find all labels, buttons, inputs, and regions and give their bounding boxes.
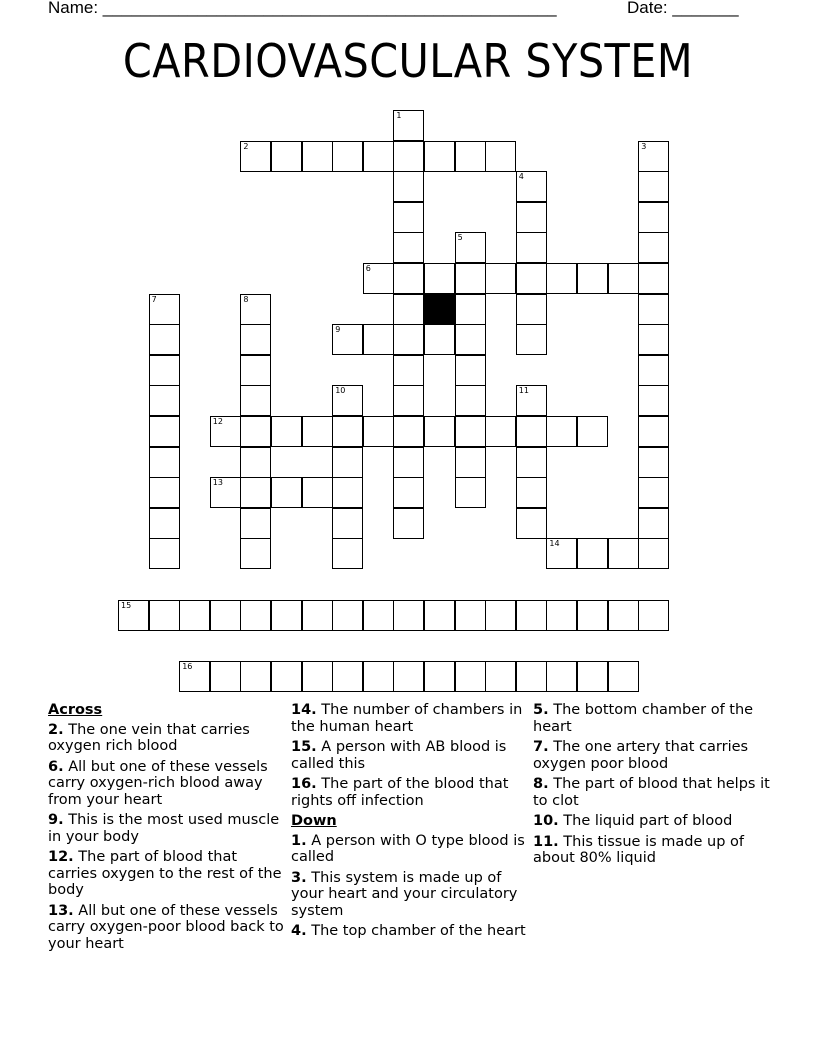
clue-number: 5 bbox=[457, 233, 463, 243]
crossword-cell[interactable] bbox=[455, 447, 486, 478]
crossword-cell[interactable] bbox=[393, 661, 424, 692]
crossword-cell[interactable] bbox=[393, 355, 424, 386]
clue-number: 4 bbox=[518, 172, 524, 182]
crossword-cell[interactable] bbox=[577, 538, 608, 569]
crossword-cell[interactable] bbox=[393, 600, 424, 631]
crossword-cell[interactable] bbox=[424, 416, 455, 447]
crossword-cell[interactable] bbox=[455, 385, 486, 416]
crossword-cell[interactable] bbox=[608, 538, 639, 569]
crossword-cell[interactable] bbox=[240, 447, 271, 478]
crossword-cell[interactable] bbox=[393, 447, 424, 478]
across-clue: 9. This is the most used muscle in your body bbox=[48, 812, 280, 845]
crossword-cell[interactable] bbox=[149, 324, 180, 355]
crossword-cell[interactable] bbox=[149, 385, 180, 416]
crossword-cell[interactable] bbox=[240, 385, 271, 416]
crossword-cell[interactable] bbox=[363, 416, 394, 447]
crossword-cell[interactable] bbox=[485, 141, 516, 172]
crossword-cell[interactable] bbox=[638, 232, 669, 263]
crossword-cell[interactable] bbox=[393, 232, 424, 263]
crossword-cell[interactable] bbox=[393, 324, 424, 355]
across-clue: 16. The part of the blood that rights off infection bbox=[291, 776, 509, 809]
crossword-cell[interactable] bbox=[638, 538, 669, 569]
crossword-cell[interactable] bbox=[149, 294, 180, 325]
crossword-cell[interactable] bbox=[546, 538, 577, 569]
crossword-cell[interactable] bbox=[485, 600, 516, 631]
crossword-cell[interactable] bbox=[455, 294, 486, 325]
crossword-cell[interactable] bbox=[149, 508, 180, 539]
crossword-cell[interactable] bbox=[638, 294, 669, 325]
crossword-cell[interactable] bbox=[118, 600, 149, 631]
clues-column-3 bbox=[533, 702, 773, 871]
crossword-cell[interactable] bbox=[271, 141, 302, 172]
crossword-cell[interactable] bbox=[332, 385, 363, 416]
crossword-cell[interactable] bbox=[608, 263, 639, 294]
crossword-cell[interactable] bbox=[546, 661, 577, 692]
crossword-cell[interactable] bbox=[332, 508, 363, 539]
crossword-cell[interactable] bbox=[485, 416, 516, 447]
crossword-cell[interactable] bbox=[455, 263, 486, 294]
crossword-cell[interactable] bbox=[638, 477, 669, 508]
crossword-cell[interactable] bbox=[455, 416, 486, 447]
down-clue: 11. This tissue is made up of about 80% liquid bbox=[533, 833, 744, 866]
crossword-cell[interactable] bbox=[363, 324, 394, 355]
crossword-cell[interactable] bbox=[455, 355, 486, 386]
crossword-cell[interactable] bbox=[363, 141, 394, 172]
crossword-cell[interactable] bbox=[638, 447, 669, 478]
crossword-cell[interactable] bbox=[424, 141, 455, 172]
crossword-cell[interactable] bbox=[516, 661, 547, 692]
crossword-cell[interactable] bbox=[393, 263, 424, 294]
crossword-cell[interactable] bbox=[149, 477, 180, 508]
crossword-cell[interactable] bbox=[516, 600, 547, 631]
crossword-cell[interactable] bbox=[516, 294, 547, 325]
crossword-cell[interactable] bbox=[638, 202, 669, 233]
crossword-cell[interactable] bbox=[271, 661, 302, 692]
crossword-cell[interactable] bbox=[332, 141, 363, 172]
down-clue: 10. The liquid part of blood bbox=[533, 813, 733, 829]
crossword-cell[interactable] bbox=[302, 600, 333, 631]
crossword-cell[interactable] bbox=[424, 324, 455, 355]
crossword-cell[interactable] bbox=[332, 538, 363, 569]
clue-number: 15 bbox=[121, 600, 132, 610]
crossword-cell[interactable] bbox=[240, 661, 271, 692]
down-clue: 4. The top chamber of the heart bbox=[291, 923, 526, 939]
crossword-cell[interactable] bbox=[240, 324, 271, 355]
crossword-cell[interactable] bbox=[424, 600, 455, 631]
down-heading: Down bbox=[291, 813, 337, 829]
crossword-cell[interactable] bbox=[546, 263, 577, 294]
crossword-cell[interactable] bbox=[638, 141, 669, 172]
crossword-cell[interactable] bbox=[608, 600, 639, 631]
crossword-cell[interactable] bbox=[455, 600, 486, 631]
crossword-cell[interactable] bbox=[363, 661, 394, 692]
crossword-cell[interactable] bbox=[638, 508, 669, 539]
name-field[interactable]: Name: ________________________________________________ bbox=[48, 0, 557, 17]
clue-number: 2 bbox=[243, 141, 249, 151]
crossword-cell[interactable] bbox=[149, 447, 180, 478]
down-clue: 8. The part of blood that helps it to clot bbox=[533, 776, 770, 809]
crossword-cell[interactable] bbox=[332, 324, 363, 355]
crossword-cell[interactable] bbox=[271, 600, 302, 631]
clue-number: 1 bbox=[396, 111, 402, 120]
crossword-cell[interactable] bbox=[210, 600, 241, 631]
crossword-cell[interactable] bbox=[179, 600, 210, 631]
clue-number: 9 bbox=[335, 325, 341, 335]
crossword-cell[interactable] bbox=[393, 171, 424, 202]
crossword-cell[interactable] bbox=[302, 141, 333, 172]
crossword-cell[interactable] bbox=[393, 385, 424, 416]
clue-number: 10 bbox=[335, 386, 346, 396]
clue-number: 14 bbox=[549, 539, 560, 549]
crossword-cell[interactable] bbox=[455, 324, 486, 355]
crossword-cell[interactable] bbox=[149, 355, 180, 386]
crossword-cell[interactable] bbox=[149, 538, 180, 569]
page-title: CARDIOVASCULAR SYSTEM bbox=[122, 34, 694, 88]
clue-number: 8 bbox=[243, 294, 249, 304]
crossword-cell[interactable] bbox=[332, 416, 363, 447]
crossword-cell[interactable] bbox=[455, 661, 486, 692]
crossword-cell[interactable] bbox=[455, 232, 486, 263]
date-field[interactable]: Date: _______ bbox=[627, 0, 739, 17]
crossword-cell[interactable] bbox=[240, 416, 271, 447]
clues-column-2 bbox=[291, 702, 529, 944]
crossword-cell[interactable] bbox=[210, 661, 241, 692]
crossword-cell[interactable] bbox=[240, 355, 271, 386]
across-clue: 2. The one vein that carries oxygen rich blood bbox=[48, 721, 250, 754]
crossword-cell[interactable] bbox=[455, 141, 486, 172]
across-clue: 13. All but one of these vessels carry oxygen-poor blood back to your heart bbox=[48, 902, 284, 952]
crossword-cell[interactable] bbox=[516, 385, 547, 416]
crossword-cell[interactable] bbox=[240, 141, 271, 172]
clue-number: 7 bbox=[151, 294, 157, 304]
clue-number: 16 bbox=[182, 661, 193, 671]
crossword-cell[interactable] bbox=[332, 477, 363, 508]
crossword-cell[interactable] bbox=[149, 600, 180, 631]
crossword-cell[interactable] bbox=[516, 477, 547, 508]
crossword-cell[interactable] bbox=[210, 416, 241, 447]
down-clue: 7. The one artery that carries oxygen poor blood bbox=[533, 739, 749, 772]
crossword-cell[interactable] bbox=[363, 263, 394, 294]
crossword-cell[interactable] bbox=[424, 661, 455, 692]
crossword-cell[interactable] bbox=[393, 477, 424, 508]
crossword-cell[interactable] bbox=[638, 600, 669, 631]
crossword-cell[interactable] bbox=[546, 416, 577, 447]
crossword-cell[interactable] bbox=[485, 263, 516, 294]
down-clue: 1. A person with O type blood is called bbox=[291, 832, 525, 865]
across-heading: Across bbox=[48, 702, 103, 718]
crossword-cell[interactable] bbox=[302, 477, 333, 508]
down-clue: 3. This system is made up of your heart and your circulatory system bbox=[291, 869, 518, 919]
clue-number: 3 bbox=[641, 141, 647, 151]
clue-number: 12 bbox=[212, 417, 223, 426]
crossword-cell[interactable] bbox=[577, 416, 608, 447]
crossword-cell[interactable] bbox=[516, 263, 547, 294]
crossword-cell[interactable] bbox=[546, 600, 577, 631]
crossword-cell[interactable] bbox=[393, 110, 424, 141]
crossword-cell[interactable] bbox=[271, 477, 302, 508]
crossword-cell[interactable] bbox=[638, 263, 669, 294]
crossword-cell[interactable] bbox=[516, 416, 547, 447]
crossword-cell[interactable] bbox=[638, 385, 669, 416]
clue-number: 6 bbox=[365, 264, 371, 273]
across-clue: 14. The number of chambers in the human heart bbox=[291, 702, 523, 735]
crossword-cell[interactable] bbox=[577, 263, 608, 294]
crossword-cell[interactable] bbox=[271, 416, 302, 447]
crossword-cell[interactable] bbox=[332, 600, 363, 631]
crossword-cell[interactable] bbox=[240, 508, 271, 539]
crossword-cell[interactable] bbox=[332, 447, 363, 478]
crossword-cell[interactable] bbox=[210, 477, 241, 508]
down-clue: 5. The bottom chamber of the heart bbox=[533, 702, 754, 735]
crossword-cell[interactable] bbox=[240, 294, 271, 325]
crossword-cell[interactable] bbox=[332, 661, 363, 692]
crossword-black-cell bbox=[424, 294, 455, 325]
crossword-cell[interactable] bbox=[516, 508, 547, 539]
crossword-cell[interactable] bbox=[516, 171, 547, 202]
crossword-cell[interactable] bbox=[608, 661, 639, 692]
crossword-cell[interactable] bbox=[393, 202, 424, 233]
crossword-cell[interactable] bbox=[516, 447, 547, 478]
clues-column-1 bbox=[48, 702, 286, 956]
crossword-cell[interactable] bbox=[424, 263, 455, 294]
crossword-cell[interactable] bbox=[179, 661, 210, 692]
across-clue: 6. All but one of these vessels carry oxygen-rich blood away from your heart bbox=[48, 758, 268, 808]
crossword-cell[interactable] bbox=[638, 355, 669, 386]
crossword-cell[interactable] bbox=[516, 202, 547, 233]
crossword-cell[interactable] bbox=[240, 477, 271, 508]
crossword-cell[interactable] bbox=[149, 416, 180, 447]
clue-number: 11 bbox=[518, 386, 529, 396]
crossword-cell[interactable] bbox=[393, 416, 424, 447]
crossword-cell[interactable] bbox=[638, 324, 669, 355]
crossword-cell[interactable] bbox=[577, 661, 608, 692]
crossword-cell[interactable] bbox=[638, 171, 669, 202]
crossword-cell[interactable] bbox=[302, 661, 333, 692]
crossword-cell[interactable] bbox=[638, 416, 669, 447]
crossword-cell[interactable] bbox=[577, 600, 608, 631]
across-clue: 15. A person with AB blood is called this bbox=[291, 739, 507, 772]
crossword-cell[interactable] bbox=[516, 232, 547, 263]
crossword-cell[interactable] bbox=[455, 477, 486, 508]
crossword-cell[interactable] bbox=[240, 538, 271, 569]
across-clue: 12. The part of blood that carries oxygen to the rest of the body bbox=[48, 849, 282, 898]
crossword-cell[interactable] bbox=[240, 600, 271, 631]
crossword-cell[interactable] bbox=[485, 661, 516, 692]
crossword-cell[interactable] bbox=[393, 294, 424, 325]
crossword-cell[interactable] bbox=[363, 600, 394, 631]
clue-number: 13 bbox=[212, 478, 223, 488]
crossword-cell[interactable] bbox=[393, 141, 424, 172]
crossword-cell[interactable] bbox=[393, 508, 424, 539]
crossword-cell[interactable] bbox=[516, 324, 547, 355]
crossword-cell[interactable] bbox=[302, 416, 333, 447]
